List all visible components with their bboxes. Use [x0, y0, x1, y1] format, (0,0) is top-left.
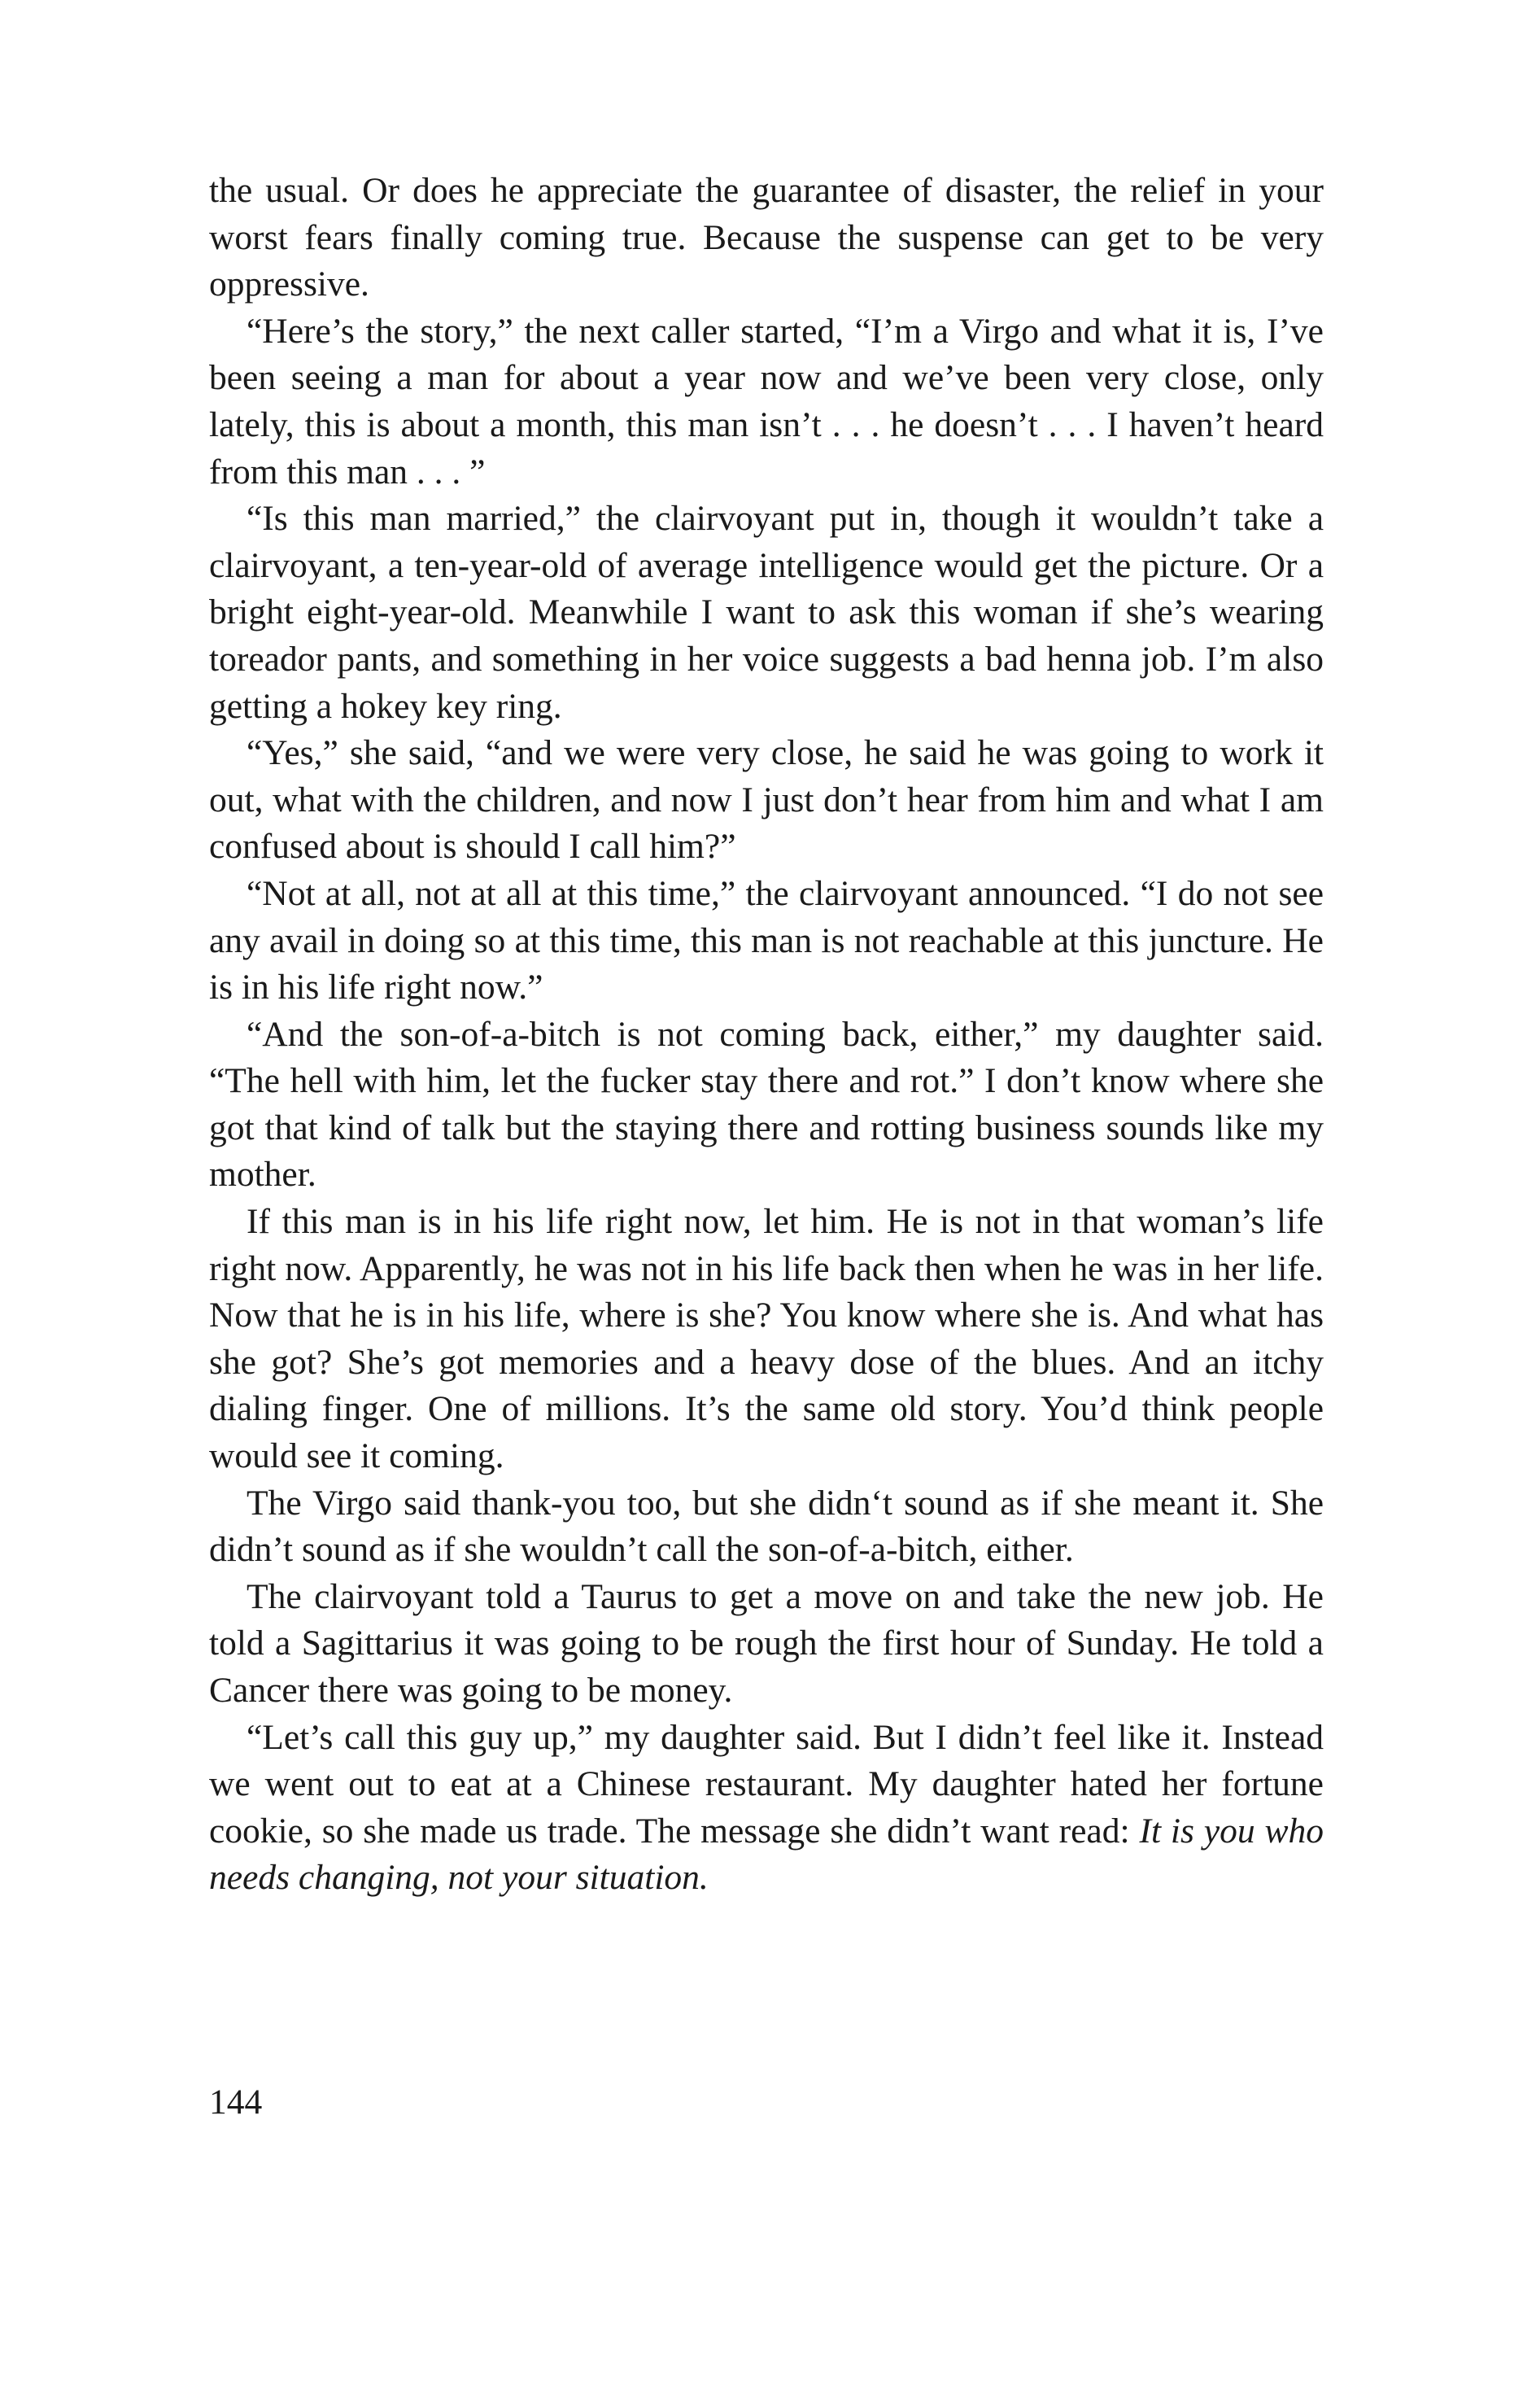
paragraph: “Is this man married,” the clairvoyant put in, though it wouldn’t take a clairvoyant, a ten-year-old of average intelligence would get the picture. Or a bright eight-year-old. Meanwhile I want to ask this woman if she’s wearing toreador pants, and something in her voice suggests a bad henna job. I’m also getting a hokey key ring. [209, 499, 1324, 726]
body-text [209, 168, 1324, 1902]
paragraph: If this man is in his life right now, let him. He is not in that woman’s life right now. Apparently, he was not in his life back then when he was in her life. Now that he is in his life, where is she? You know where she is. And what has she got? She’s got memories and a heavy dose of the blues. And an itchy dialing finger. One of millions. It’s the same old story. You’d think people would see it coming. [209, 1202, 1324, 1476]
paragraph: the usual. Or does he appreciate the guarantee of disaster, the relief in your worst fears finally coming true. Because the suspense can get to be very oppressive. [209, 171, 1324, 304]
fortune-message: It is you who needs changing, not your situation. [209, 1811, 1324, 1898]
paragraph: The clairvoyant told a Taurus to get a move on and take the new job. He told a Sagittarius it was going to be rough the first hour of Sunday. He told a Cancer there was going to be money. [209, 1576, 1324, 1710]
paragraph: “Here’s the story,” the next caller started, “I’m a Virgo and what it is, I’ve been seeing a man for about a year now and we’ve been very close, only lately, this is about a month, this man isn’t . . . he doesn’t . . . I haven’t heard from this man . . . ” [209, 311, 1324, 492]
paragraph: The Virgo said thank-you too, but she didn‘t sound as if she meant it. She didn’t sound as if she wouldn’t call the son-of-a-bitch, either. [209, 1483, 1324, 1570]
last-paragraph-text: “Let’s call this guy up,” my daughter said. But I didn’t feel like it. Instead we went out to eat at a Chinese restaurant. My daughter hated her fortune cookie, so she made us trade. The message she didn’t want read: [209, 1717, 1324, 1851]
paragraph: “And the son-of-a-bitch is not coming back, either,” my daughter said. “The hell with him, let the fucker stay there and rot.” I don’t know where she got that kind of talk but the staying there and rotting business sounds like my mother. [209, 1014, 1324, 1195]
paragraph: “Not at all, not at all at this time,” the clairvoyant announced. “I do not see any avail in doing so at this time, this man is not reachable at this juncture. He is in his life right now.” [209, 873, 1324, 1007]
page-number: 144 [209, 2082, 263, 2122]
paragraph: “Yes,” she said, “and we were very close, he said he was going to work it out, what with the children, and now I just don’t hear from him and what I am confused about is should I call him?” [209, 733, 1324, 867]
last-paragraph [209, 1715, 1324, 1902]
